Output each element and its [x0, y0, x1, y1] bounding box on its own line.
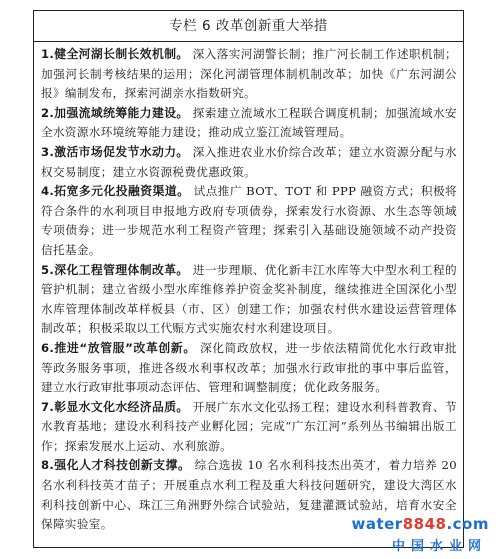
- watermark-number: 8848: [402, 515, 447, 533]
- watermark-logo: [351, 515, 489, 555]
- measure-number: 8.: [41, 458, 55, 473]
- measure-text: 深入推进农业水价综合改革；建立水资源分配与水权交易制度；建立水资源税费优惠政策。: [41, 144, 457, 179]
- measure-heading: 激活市场促发节水动力。: [54, 144, 189, 159]
- watermark-word: water: [351, 515, 403, 533]
- measure-number: 4.: [41, 184, 55, 199]
- measure-number: 3.: [41, 144, 55, 159]
- measure-number: 5.: [41, 262, 55, 277]
- column-title: 专栏 6 改革创新重大举措: [34, 11, 463, 42]
- measure-item: [41, 45, 457, 104]
- measure-number: 6.: [41, 340, 55, 355]
- measure-item: [41, 261, 457, 339]
- measure-item: [41, 143, 457, 182]
- measure-heading: 深化工程管理体制改革。: [54, 262, 189, 277]
- measure-item: [41, 104, 457, 143]
- measure-item: [41, 339, 457, 398]
- watermark-domain: [351, 515, 489, 533]
- measure-text: 深化简政放权，进一步依法精简优化水行政审批等政务服务事项，推进各级水利事权改革；加强水行政审批的事中事后监管，建立水行政审批事项动态评估、管理和调整制度；优化政务服务。: [41, 340, 457, 395]
- measure-text: 试点推广 BOT、TOT 和 PPP 融资方式；积极将符合条件的水利项目申报地方政府专项债券，探索发行水资源、水生态等领域专项债券；进一步规范水利工程资产管理；探索引入基础设施领域不动产投资信托基金。: [41, 184, 457, 257]
- measure-text: 综合选拔 10 名水利科技杰出英才，着力培养 20 名水利科技英才苗子；开展重点水利工程及重大科技问题研究，建设大湾区水利科技创新中心、珠江三角洲野外综合试验站，复建灌溉试验站，培育水安全保障实验室。: [41, 458, 457, 532]
- measure-number: 2.: [41, 105, 55, 120]
- measure-text: 进一步理顺、优化新丰江水库等大中型水利工程的管护机制；建立省级小型水库维修养护资金奖补制度，继续推进全国深化小型水库管理体制改革样板县（市、区）创建工作；加强农村供水建设运营管理体制改革；积极采取以工代赈方式实施农村水利建设项目。: [41, 262, 457, 336]
- measure-heading: 彰显水文化水经济品质。: [54, 399, 189, 414]
- watermark-site-name: 中国水业网: [391, 539, 487, 554]
- watermark-suffix: .com: [446, 515, 489, 533]
- measure-item: [41, 182, 457, 260]
- measure-heading: 加强流域统筹能力建设。: [54, 105, 189, 120]
- measure-heading: 拓宽多元化投融资渠道。: [54, 184, 190, 199]
- measure-text: 开展广东水文化弘扬工程；建设水利科普教育、节水教育基地；建设水利科技产业孵化园；完成“广东江河”系列丛书编辑出版工作；探索发展水上运动、水利旅游。: [41, 399, 457, 453]
- measure-item: [41, 398, 457, 457]
- measure-text: 深入落实河湖警长制；推广河长制工作述职机制；加强河长制考核结果的运用；深化河湖管理体制机制改革；加快《广东河湖公报》编制发布，探索河湖亲水指数研究。: [41, 47, 457, 101]
- measure-number: 7.: [41, 399, 55, 414]
- measure-number: 1.: [41, 47, 55, 61]
- column-body: [34, 42, 463, 535]
- measure-heading: 强化人才科技创新支撑。: [54, 458, 191, 473]
- measure-heading: 健全河湖长制长效机制。: [54, 47, 189, 61]
- measure-text: 探索建立流域水工程联合调度机制；加强流域水安全水资源水环境统筹能力建设；推动成立鉴江流域管理局。: [41, 105, 457, 140]
- measure-heading: 推进“放管服”改革创新。: [54, 340, 196, 355]
- column-box: [33, 10, 464, 548]
